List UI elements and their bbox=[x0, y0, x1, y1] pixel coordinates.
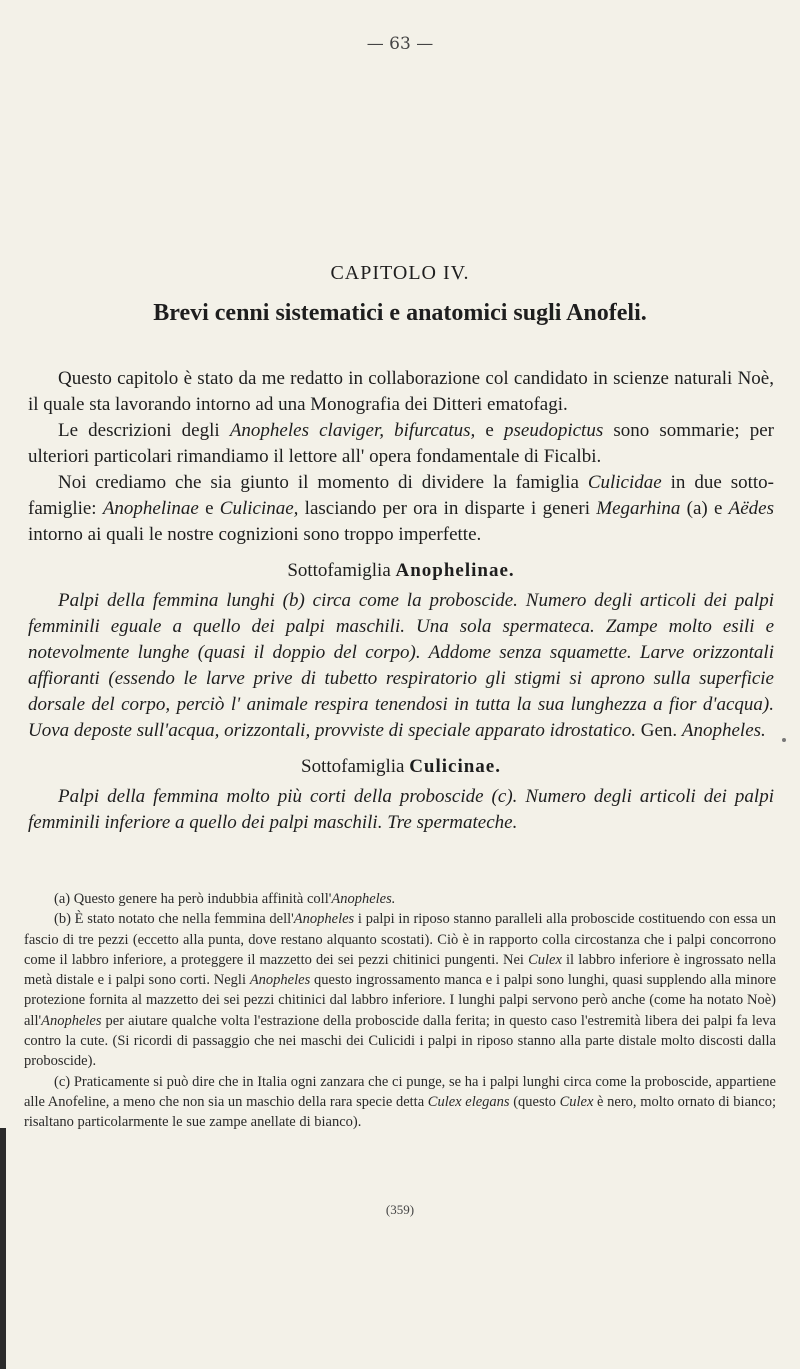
culicinae-description: Palpi della femmina molto più corti della proboscide (c). Numero degli articoli dei palpi femminili inferiore a quello dei palpi maschili. Tre spermateche. bbox=[28, 786, 774, 833]
page-number: — 63 — bbox=[366, 34, 434, 54]
intro-paragraph-2: Le descrizioni degli Anopheles claviger, bifurcatus, e pseudopictus sono sommarie; per ulteriori particolari rimandiamo il lettore all' opera fondamentale di Ficalbi. bbox=[28, 420, 775, 467]
footnotes bbox=[24, 889, 776, 1133]
chapter-title: Brevi cenni sistematici e anatomici sugli Anofeli. bbox=[153, 300, 647, 326]
footnote-c: (c) Praticamente si può dire che in Italia ogni zanzara che ci punge, se ha i palpi lunghi circa come la proboscide, appartiene alle Anofeline, a meno che non sia un maschio della rara specie detta Culex elegans (questo Culex è nero, molto ornato di bianco; risaltano particolarmente le sue zampe anellate di bianco). bbox=[24, 1073, 776, 1131]
subfamily-heading-culicinae: Sottofamiglia Culicinae. bbox=[301, 756, 501, 777]
main-text bbox=[28, 366, 774, 836]
chapter-heading: CAPITOLO IV. bbox=[330, 262, 470, 284]
binding-edge bbox=[0, 1128, 6, 1369]
intro-paragraph-3: Noi crediamo che sia giunto il momento di dividere la famiglia Culicidae in due sotto-famiglie: Anophelinae e Culicinae, lasciando per ora in disparte i generi Megarhina (a) e Aëdes intorno ai quali le nostre cognizioni sono troppo imperfette. bbox=[28, 472, 774, 545]
margin-mark bbox=[782, 738, 786, 742]
footnote-a: (a) Questo genere ha però indubbia affinità coll'Anopheles. bbox=[54, 891, 396, 907]
folio-number: (359) bbox=[385, 1202, 415, 1217]
footnote-b: (b) È stato notato che nella femmina dell'Anopheles i palpi in riposo stanno paralleli alla proboscide costituendo con essa un fascio di tre pezzi (eccetto alla punta, dove restano alquanto scostati). Ciò è in rapporto colla circostanza che i palpi concorrono come il labbro inferiore, a proteggere il mazzetto dei sei pezzi chitinici pungenti. Nei Culex il labbro inferiore è ingrossato nella metà distale e i palpi sono corti. Negli Anopheles questo ingrossamento manca e i palpi sono lunghi, quasi supplendo alla minore protezione fornita al mazzetto dei sei pezzi chitinici dal labbro inferiore. I lunghi palpi servono però anche (come ha notato Noè) all'Anopheles per aiutare qualche volta l'estrazione della proboscide dalla ferita; in questo caso l'estremità libera dei palpi fa leva contro la cute. (Si ricordi di passaggio che nei maschi dei Culicidi i palpi in riposo stanno alla parte distale molto discosti dalla proboscide). bbox=[24, 911, 776, 1070]
subfamily-heading-anophelinae: Sottofamiglia Anophelinae. bbox=[287, 560, 515, 581]
intro-paragraph-1: Questo capitolo è stato da me redatto in collaborazione col candidato in scienze naturali Noè, il quale sta lavorando intorno ad una Monografia dei Ditteri ematofagi. bbox=[28, 368, 774, 415]
anophelinae-description: Palpi della femmina lunghi (b) circa come la proboscide. Numero degli articoli dei palpi femminili eguale a quello dei palpi maschili. Una sola spermateca. Zampe molto esili e notevolmente lunghe (quasi il doppio del corpo). Addome senza squamette. Larve orizzontali affioranti (essendo le larve prive di tubetto respiratorio gli stigmi si aprono sulla superficie dorsale del corpo, perciò l' animale respira tenendosi in tutta la sua lunghezza a fior d'acqua). Uova deposte sull'acqua, orizzontali, provviste di speciale apparato idrostatico. Gen. Anopheles. bbox=[28, 590, 774, 741]
